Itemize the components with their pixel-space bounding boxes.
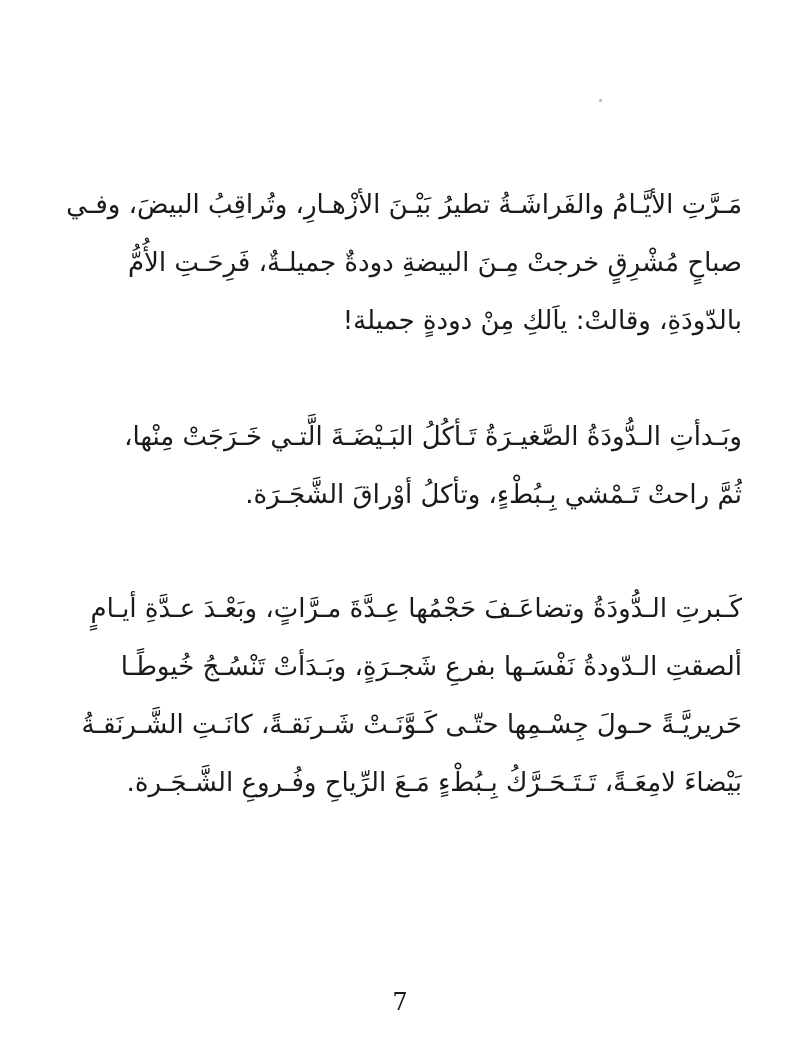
paragraph-3-line-1: كَـبرتِ الـدُّودَةُ وتضاعَـفَ حَجْمُها عِـدَّةَ مـرَّاتٍ، وبَعْـدَ عـدَّةِ أيـامٍ: [90, 594, 742, 624]
paragraph-2-line-2: ثُمَّ راحتْ تَـمْشي بِـبُطْءٍ، وتأكلُ أوْراقَ الشَّجَـرَة.: [245, 480, 742, 510]
paragraph-3-line-4: بَيْضاءَ لامِعَـةً، تَـتَـحَـرَّكُ بِـبُطْءٍ مَـعَ الرِّياحِ وفُـروعِ الشَّـجَـرة.: [126, 768, 742, 798]
paragraph-1-line-3: بالدّودَةِ، وقالتْ: ياَلكِ مِنْ دودةٍ جميلة!: [342, 306, 742, 336]
paper-speck: [599, 99, 602, 102]
paragraph-3-line-3: حَريريَّـةً حـولَ جِسْـمِها حتّـى كَـوَّنَـتْ شَـرنَقـةً، كانَـتِ الشَّـرنَقـةُ: [81, 710, 742, 740]
paragraph-1-line-1: مَـرَّتِ الأيَّـامُ والفَراشَـةُ تطيرُ بَيْـنَ الأزْهـارِ، وتُراقِبُ البيضَ، وفـي: [66, 190, 742, 220]
paragraph-2: [60, 408, 742, 524]
paragraph-1: [60, 176, 742, 350]
paragraph-1-line-2: صباحٍ مُشْرِقٍ خرجتْ مِـنَ البيضةِ دودةٌ جميلـةٌ، فَرِحَـتِ الأُمُّ: [127, 248, 742, 278]
paragraph-3: [60, 580, 742, 812]
paragraph-2-line-1: وبَـدأتِ الـدُّودَةُ الصَّغيـرَةُ تَـأكُلُ البَـيْضَـةَ الَّتـي خَـرَجَتْ مِنْها،: [124, 422, 742, 452]
page-number: 7: [392, 988, 408, 1016]
paragraph-3-line-2: ألصقتِ الـدّودةُ نَفْسَـها بفرعِ شَجـرَةٍ، وبَـدَأتْ تَنْسُـجُ خُيوطًـا: [120, 652, 742, 682]
